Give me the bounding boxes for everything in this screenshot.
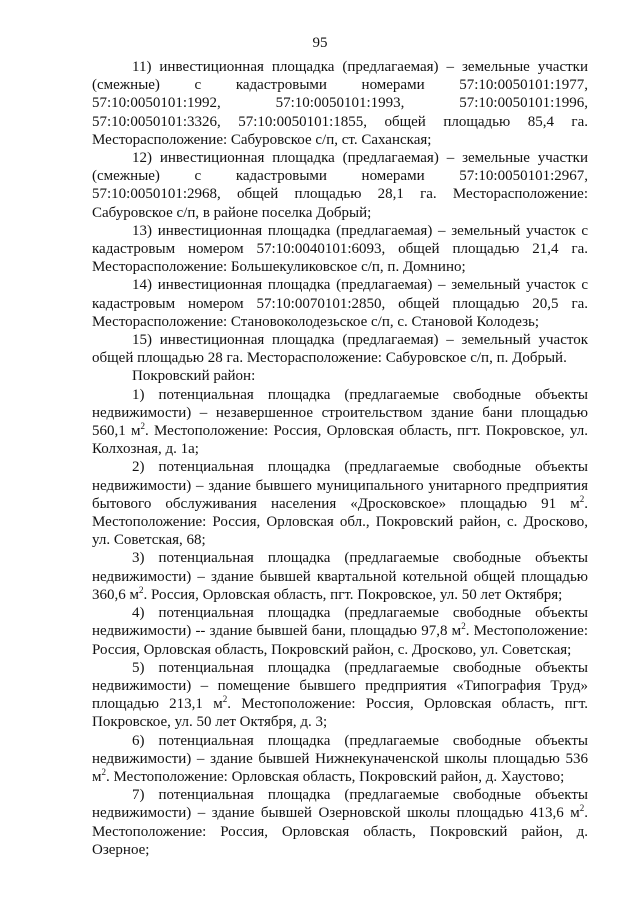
item-text-start: 5) потенциальная площадка (предлагаемые свободные объекты недвижимости) – помещение бывшего предприятия «Типография Труд» площадью 213,1 м (92, 659, 588, 713)
document-body (92, 58, 588, 859)
paragraph-item-14: 14) инвестиционная площадка (предлагаемая) – земельный участок с кадастровым номером 57:10:0070101:2850, общей площадью 20,5 га. Месторасположение: Становоколодезьское с/п, с. Становой Колодезь; (92, 277, 588, 330)
pokrovsky-item-1 (92, 386, 588, 459)
superscript: 2 (139, 584, 144, 595)
pokrovsky-item-4 (92, 604, 588, 659)
pokrovsky-item-7 (92, 786, 588, 859)
superscript: 2 (222, 694, 228, 705)
item-text-start: 2) потенциальная площадка (предлагаемые свободные объекты недвижимости) – здание бывшего муниципального унитарного предприятия бытового обслуживания населения «Дросковское» площадью 91 м (92, 459, 588, 512)
item-text-start: 6) потенциальная площадка (предлагаемые свободные объекты недвижимости) – здание бывшей Нижнекуначенской школы площадью 536 м (92, 732, 588, 785)
paragraph-item-13: 13) инвестиционная площадка (предлагаемая) – земельный участок с кадастровым номером 57:10:0040101:6093, общей площадью 21,4 га. Месторасположение: Большекуликовское с/п, п. Домнино; (92, 222, 588, 276)
section-heading-pokrovsky: Покровский район: (132, 368, 256, 385)
page-number: 95 (312, 35, 328, 51)
superscript: 2 (140, 421, 145, 432)
superscript: 2 (579, 493, 585, 504)
item-text-end: . Местоположение: Россия, Орловская область, пгт. Покровское, ул. Колхозная, д. 1а; (92, 423, 588, 458)
paragraph-item-12: 12) инвестиционная площадка (предлагаемая) – земельные участки (смежные) с кадастровыми номерами 57:10:0050101:2967, 57:10:0050101:2968, общей площадью 28,1 га. Месторасположение: Сабуровское с/п, в районе поселка Добрый; (92, 150, 588, 221)
item-text-start: 3) потенциальная площадка (предлагаемые свободные объекты недвижимости) – здание бывшей квартальной котельной общей площадью 360,6 м (92, 550, 588, 603)
pokrovsky-item-6 (92, 732, 588, 787)
superscript: 2 (579, 803, 585, 814)
item-text-start: 1) потенциальная площадка (предлагаемые свободные объекты недвижимости) – незавершенное строительством здание бани площадью 560,1 м (92, 386, 588, 440)
paragraph-item-11: 11) инвестиционная площадка (предлагаемая) – земельные участки (смежные) с кадастровыми номерами 57:10:0050101:1977, 57:10:0050101:1992, 57:10:0050101:1993, 57:10:0050101:1996, 57:10:0050101:3326, 57:10:0050101:1855, общей площадью 85,4 га. Месторасположение: Сабуровское с/п, ст. Саханская; (92, 59, 588, 148)
item-text-end: . Местоположение: Россия, Орловская область, Покровский район, с. Дросково, ул. Советская; (92, 623, 588, 658)
paragraph-item-15: 15) инвестиционная площадка (предлагаемая) – земельный участок общей площадью 28 га. Месторасположение: Сабуровское с/п, п. Добрый. (92, 332, 588, 367)
superscript: 2 (101, 766, 106, 777)
pokrovsky-item-5 (92, 659, 588, 732)
pokrovsky-item-3 (92, 549, 588, 604)
item-text-end: . Россия, Орловская область, пгт. Покровское, ул. 50 лет Октября; (143, 586, 563, 603)
item-text-start: 7) потенциальная площадка (предлагаемые свободные объекты недвижимости) – здание бывшей Озерновской школы площадью 413,6 м (92, 787, 588, 822)
item-text-end: . Местоположение: Орловская область, Покровский район, д. Хаустово; (106, 768, 565, 785)
pokrovsky-item-2 (92, 458, 588, 549)
item-text-end: . Местоположение: Россия, Орловская область, Покровский район, д. Озерное; (92, 805, 588, 858)
item-text-start: 4) потенциальная площадка (предлагаемые свободные объекты недвижимости) -- здание бывшей бани, площадью 97,8 м (92, 605, 588, 640)
superscript: 2 (461, 621, 466, 632)
item-text-end: . Местоположение: Россия, Орловская обл., Покровский район, с. Дросково, ул. Советская, 68; (92, 495, 588, 549)
item-text-end: . Местоположение: Россия, Орловская область, пгт. Покровское, ул. 50 лет Октября, д. 3; (92, 696, 588, 731)
